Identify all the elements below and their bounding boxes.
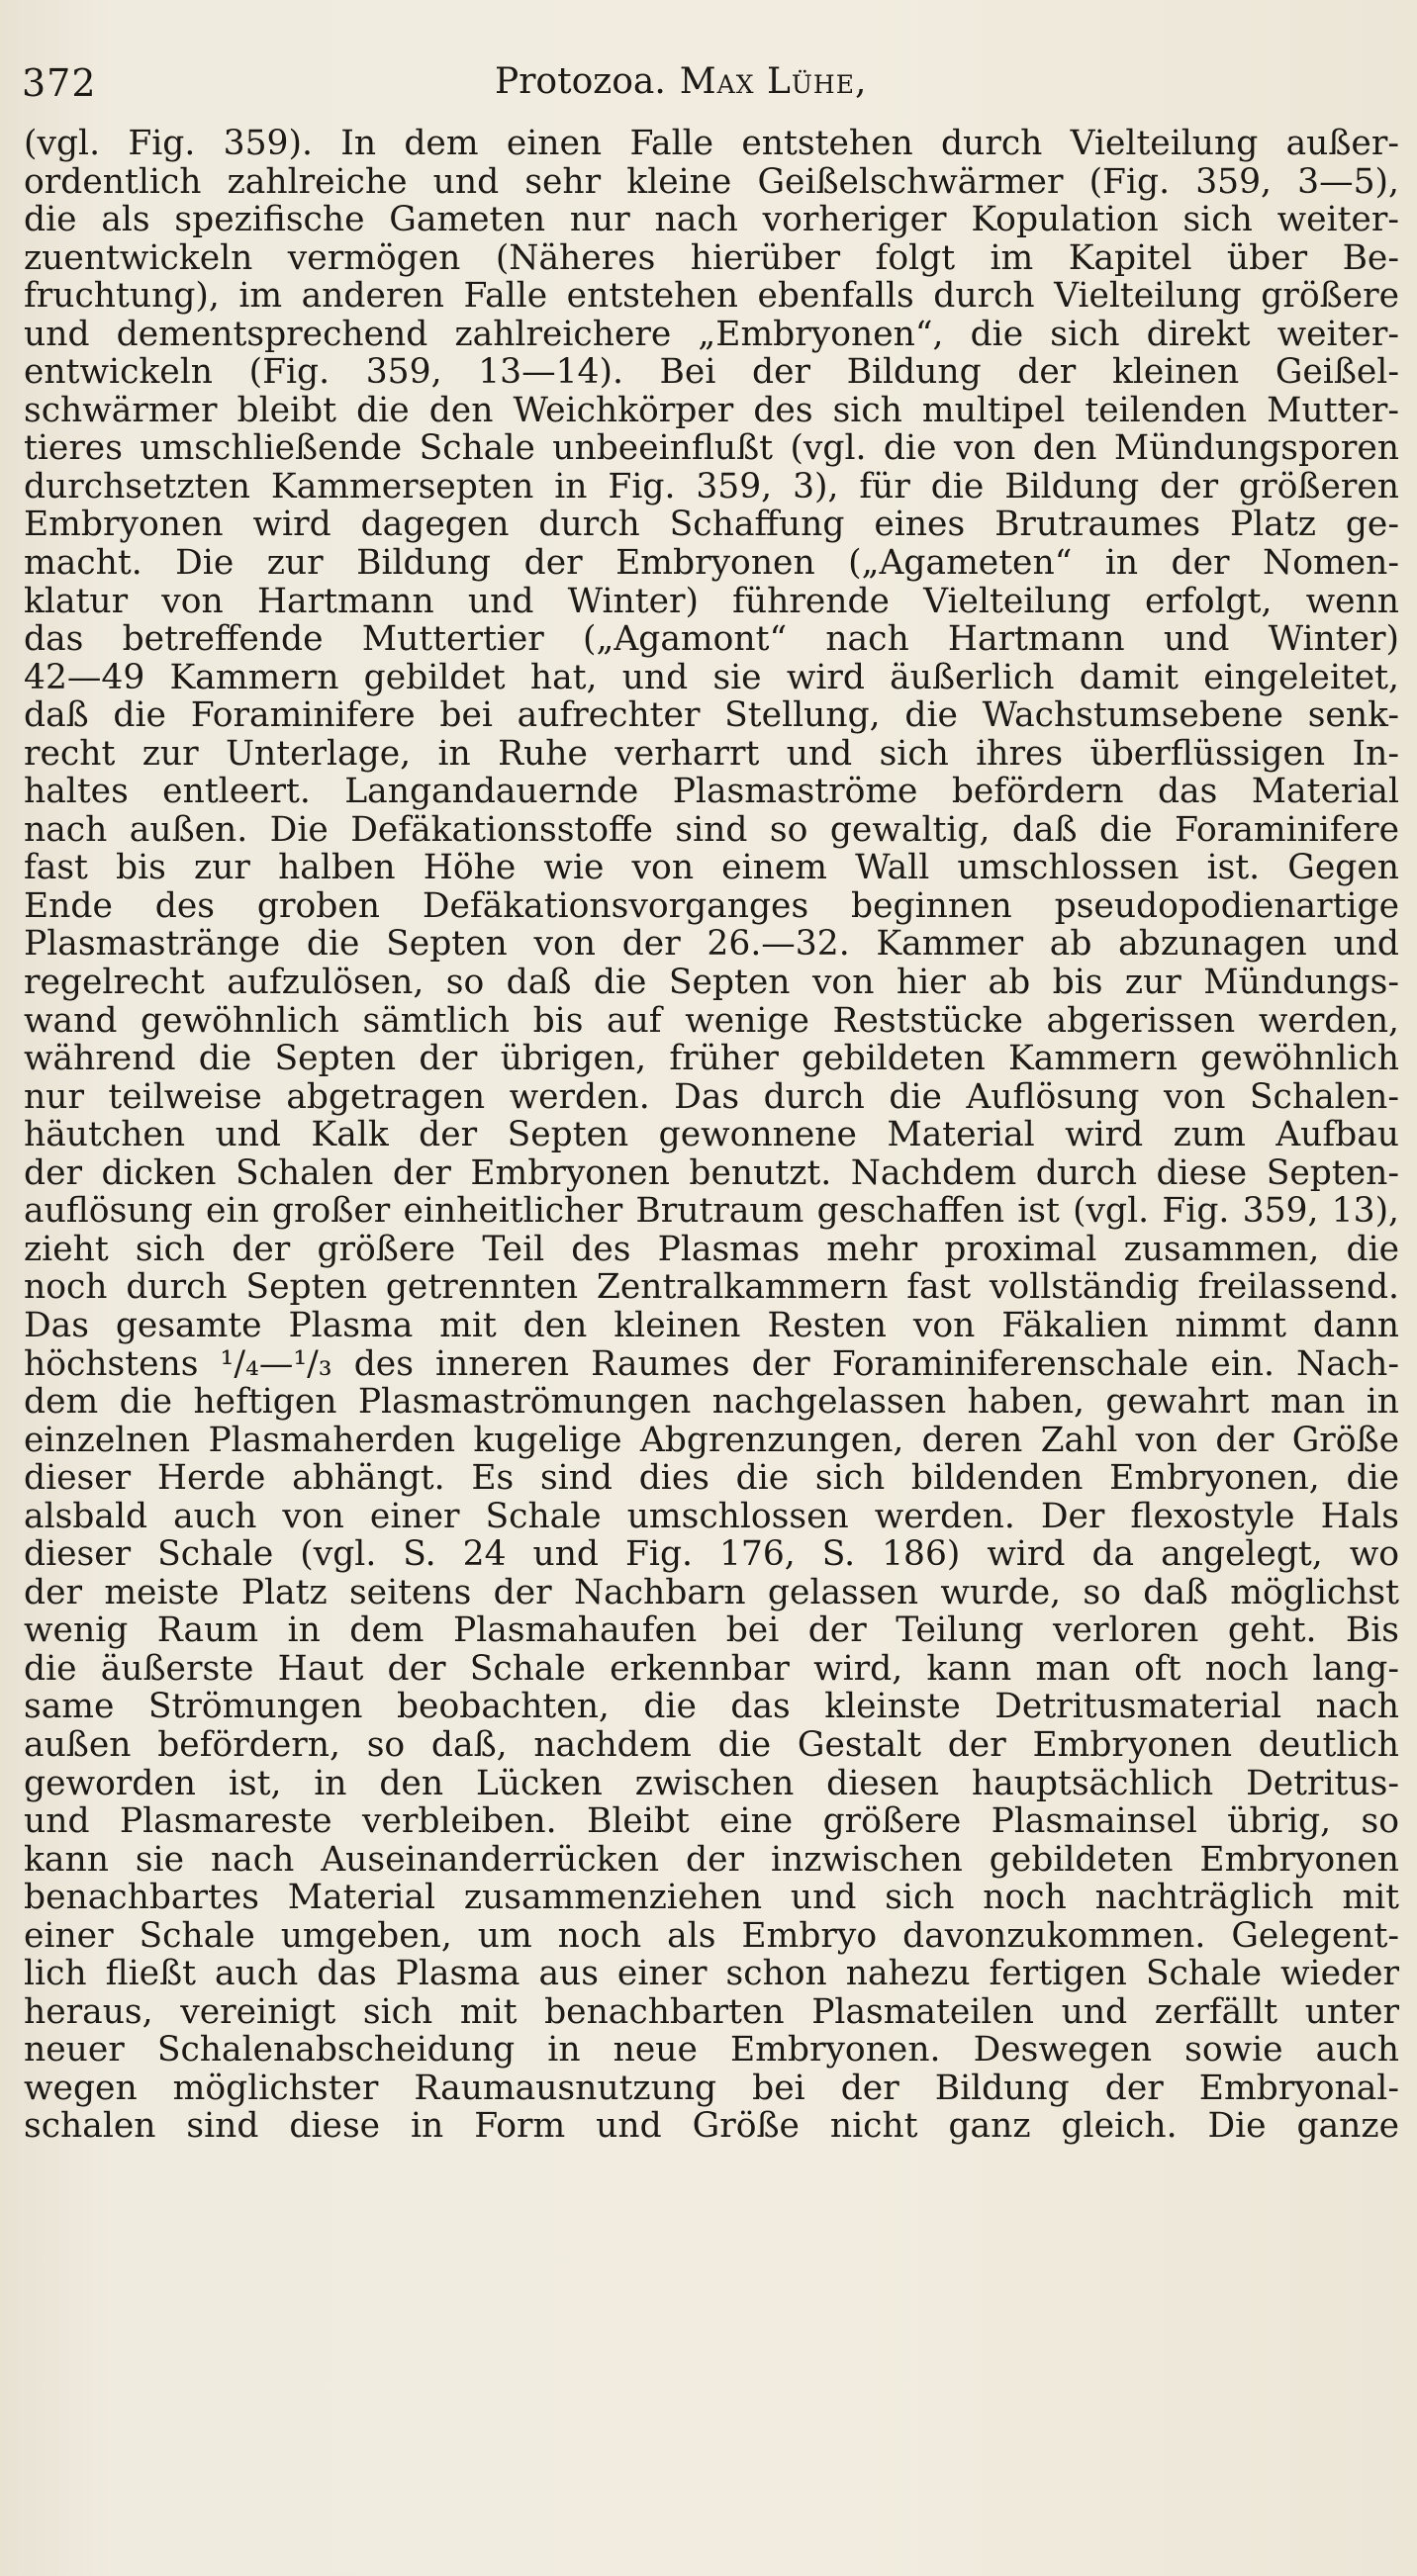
body-text: [24, 125, 1399, 2146]
text-line: wegen möglichster Raumausnutzung bei der Bildung der Embryonal-: [24, 2068, 1399, 2108]
text-line: Embryonen wird dagegen durch Schaffung eines Brutraumes Platz ge-: [24, 505, 1399, 545]
text-line: einer Schale umgeben, um noch als Embryo davonzukommen. Gelegent-: [24, 1915, 1399, 1956]
text-line: noch durch Septen getrennten Zentralkammern fast vollständig freilassend.: [24, 1267, 1399, 1308]
page-number: 372: [22, 61, 97, 105]
text-line: Ende des groben Defäkationsvorganges beginnen pseudopodienartige: [24, 885, 1399, 926]
text-line: zieht sich der größere Teil des Plasmas mehr proximal zusammen, die: [24, 1229, 1399, 1269]
text-line: fast bis zur halben Höhe wie von einem Wall umschlossen ist. Gegen: [24, 848, 1399, 888]
author-name: Max Lühe,: [679, 61, 868, 102]
text-line: nach außen. Die Defäkationsstoffe sind so gewaltig, daß die Foraminifere: [24, 809, 1399, 850]
text-line: durchsetzten Kammersepten in Fig. 359, 3), für die Bildung der größeren: [24, 466, 1399, 506]
text-line: Das gesamte Plasma mit den kleinen Resten von Fäkalien nimmt dann: [24, 1305, 1399, 1345]
text-line: recht zur Unterlage, in Ruhe verharrt und sich ihres überflüssigen In-: [24, 733, 1399, 774]
text-line: nur teilweise abgetragen werden. Das durch die Auflösung von Schalen-: [24, 1076, 1399, 1117]
text-line: höchstens ¹/₄—¹/₃ des inneren Raumes der Foraminiferenschale ein. Nach-: [24, 1343, 1399, 1384]
text-line: daß die Foraminifere bei aufrechter Stellung, die Wachstumsebene senk-: [24, 695, 1399, 736]
text-line: tieres umschließende Schale unbeeinflußt (vgl. die von den Mündungsporen: [24, 428, 1399, 469]
text-line: macht. Die zur Bildung der Embryonen („Agameten“ in der Nomen-: [24, 543, 1399, 584]
text-line: dem die heftigen Plasmaströmungen nachgelassen haben, gewahrt man in: [24, 1382, 1399, 1423]
text-line: die als spezifische Gameten nur nach vorheriger Kopulation sich weiter-: [24, 200, 1399, 240]
text-line: der meiste Platz seitens der Nachbarn gelassen wurde, so daß möglichst: [24, 1572, 1399, 1612]
text-line: wand gewöhnlich sämtlich bis auf wenige Reststücke abgerissen werden,: [24, 1000, 1399, 1041]
text-line: lich fließt auch das Plasma aus einer schon nahezu fertigen Schale wieder: [24, 1954, 1399, 1994]
text-line: same Strömungen beobachten, die das kleinste Detritusmaterial nach: [24, 1687, 1399, 1727]
text-line: der dicken Schalen der Embryonen benutzt. Nachdem durch diese Septen-: [24, 1152, 1399, 1193]
text-line: das betreffende Muttertier („Agamont“ nach Hartmann und Winter): [24, 619, 1399, 660]
text-line: entwickeln (Fig. 359, 13—14). Bei der Bildung der kleinen Geißel-: [24, 352, 1399, 393]
text-line: haltes entleert. Langandauernde Plasmaströme befördern das Material: [24, 772, 1399, 812]
text-line: 42—49 Kammern gebildet hat, und sie wird äußerlich damit eingeleitet,: [24, 657, 1399, 697]
text-line: benachbartes Material zusammenziehen und sich noch nachträglich mit: [24, 1878, 1399, 1918]
text-line: dieser Herde abhängt. Es sind dies die sich bildenden Embryonen, die: [24, 1458, 1399, 1499]
running-head: [495, 61, 867, 102]
text-line: außen befördern, so daß, nachdem die Gestalt der Embryonen deutlich: [24, 1724, 1399, 1765]
text-line: klatur von Hartmann und Winter) führende Vielteilung erfolgt, wenn: [24, 581, 1399, 621]
text-line: heraus, vereinigt sich mit benachbarten Plasmateilen und zerfällt unter: [24, 1991, 1399, 2032]
text-line: regelrecht aufzulösen, so daß die Septen von hier ab bis zur Mündungs-: [24, 963, 1399, 1003]
text-line: ordentlich zahlreiche und sehr kleine Geißelschwärmer (Fig. 359, 3—5),: [24, 161, 1399, 202]
text-line: während die Septen der übrigen, früher gebildeten Kammern gewöhnlich: [24, 1039, 1399, 1079]
page-header: [22, 61, 1387, 111]
text-line: und Plasmareste verbleiben. Bleibt eine größere Plasmainsel übrig, so: [24, 1801, 1399, 1842]
text-line: Plasmastränge die Septen von der 26.—32. Kammer ab abzunagen und: [24, 924, 1399, 965]
text-line: die äußerste Haut der Schale erkennbar wird, kann man oft noch lang-: [24, 1648, 1399, 1689]
text-line: fruchtung), im anderen Falle entstehen ebenfalls durch Vielteilung größere: [24, 276, 1399, 317]
text-line: einzelnen Plasmaherden kugelige Abgrenzungen, deren Zahl von der Größe: [24, 1420, 1399, 1460]
text-line: zuentwickeln vermögen (Näheres hierüber folgt im Kapitel über Be-: [24, 237, 1399, 278]
text-line: (vgl. Fig. 359). In dem einen Falle entstehen durch Vielteilung außer-: [24, 124, 1399, 163]
text-line: wenig Raum in dem Plasmahaufen bei der Teilung verloren geht. Bis: [24, 1610, 1399, 1651]
text-line: dieser Schale (vgl. S. 24 und Fig. 176, S. 186) wird da angelegt, wo: [24, 1534, 1399, 1575]
text-line: neuer Schalenabscheidung in neue Embryonen. Deswegen sowie auch: [24, 2030, 1399, 2070]
text-line: häutchen und Kalk der Septen gewonnene Material wird zum Aufbau: [24, 1115, 1399, 1155]
text-line: kann sie nach Auseinanderrücken der inzwischen gebildeten Embryonen: [24, 1839, 1399, 1880]
text-line: auflösung ein großer einheitlicher Brutraum geschaffen ist (vgl. Fig. 359, 13),: [24, 1191, 1399, 1232]
text-line: schalen sind diese in Form und Größe nicht ganz gleich. Die ganze: [24, 2106, 1399, 2147]
text-line: geworden ist, in den Lücken zwischen diesen hauptsächlich Detritus-: [24, 1763, 1399, 1803]
section-title: Protozoa.: [495, 61, 666, 102]
text-line: und dementsprechend zahlreichere „Embryonen“, die sich direkt weiter-: [24, 314, 1399, 354]
text-line: schwärmer bleibt die den Weichkörper des sich multipel teilenden Mutter-: [24, 390, 1399, 430]
text-line: alsbald auch von einer Schale umschlossen werden. Der flexostyle Hals: [24, 1496, 1399, 1536]
